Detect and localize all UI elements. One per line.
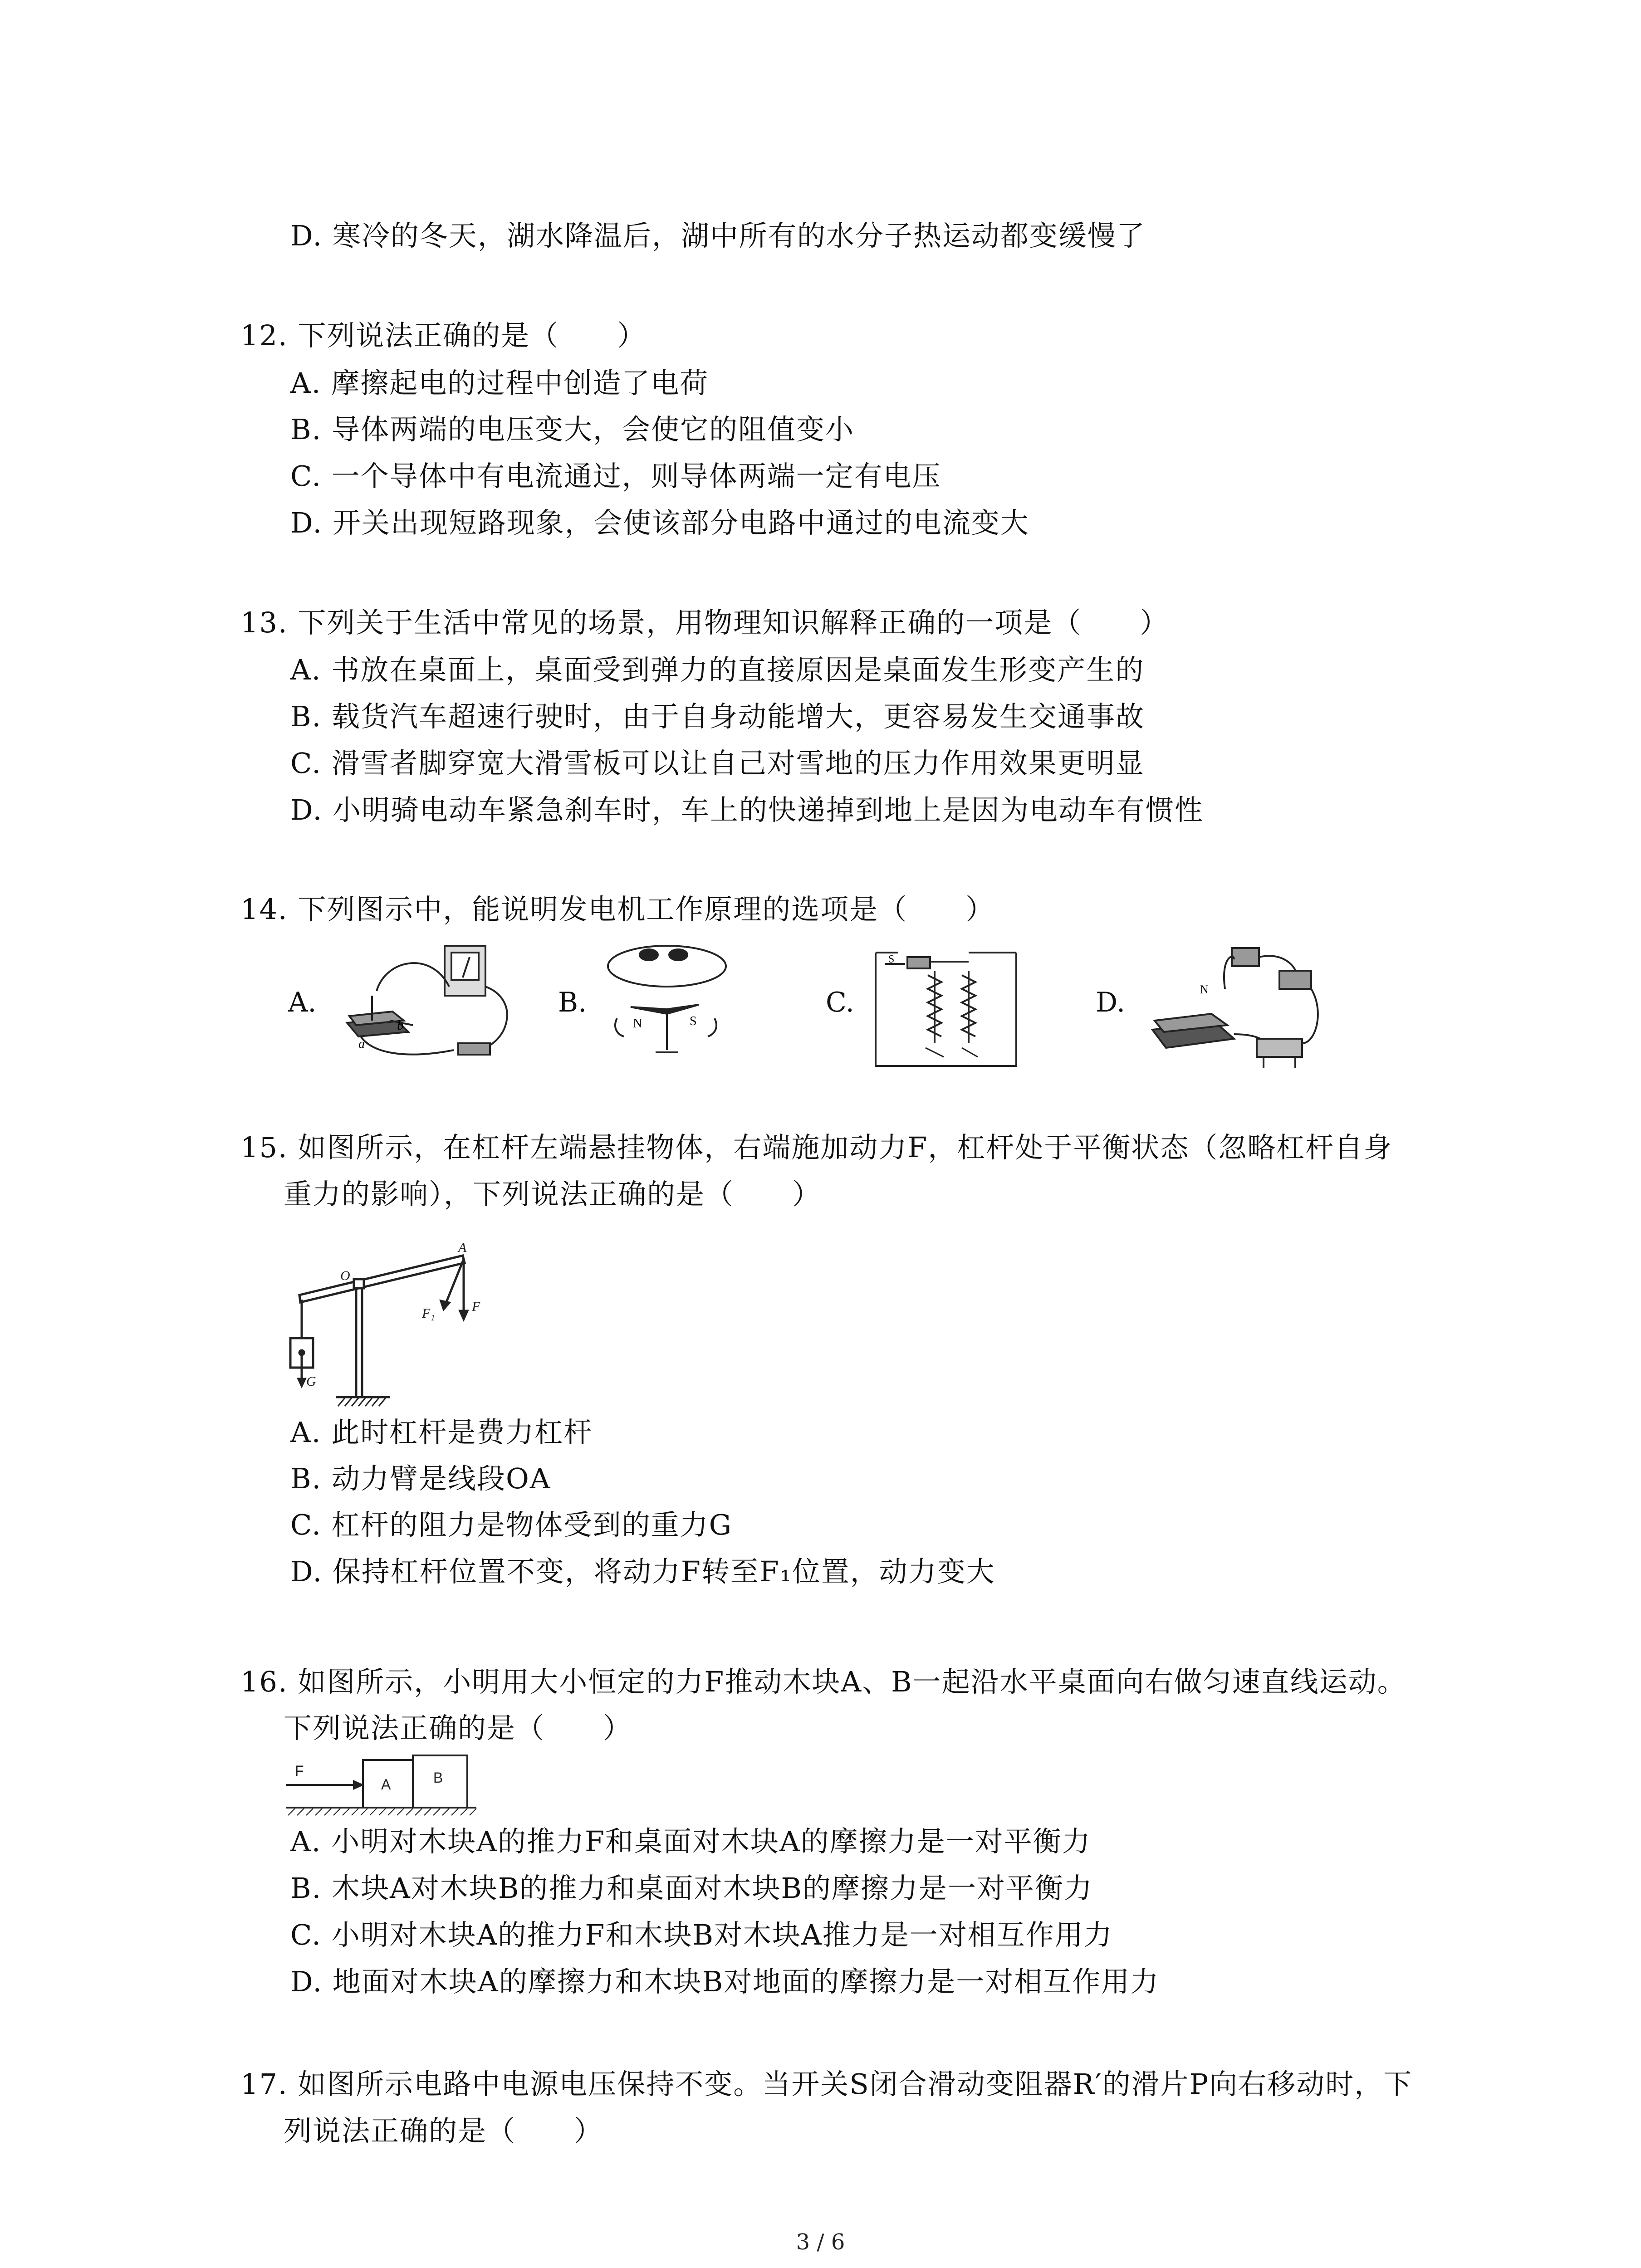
q13-option-b: B. 载货汽车超速行驶时，由于自身动能增大，更容易发生交通事故 [290,700,1145,733]
q14-figure-d [1143,943,1334,1070]
q15-option-b: B. 动力臂是线段OA [290,1462,551,1495]
q12-option-d: D. 开关出现短路现象，会使该部分电路中通过的电流变大 [290,506,1029,539]
q15-stem-line1: 15. 如图所示，在杠杆左端悬挂物体，右端施加动力F，杠杆处于平衡状态（忽略杠杆自身 [240,1131,1393,1164]
q16-option-b: B. 木块A对木块B的推力和桌面对木块B的摩擦力是一对平衡力 [290,1872,1093,1905]
q14-figure-a [340,941,531,1064]
q16-option-c: C. 小明对木块A的推力F和木块B对木块A推力是一对相互作用力 [290,1918,1113,1951]
q15-label-f: F [472,1299,480,1314]
q15-option-d: D. 保持杠杆位置不变，将动力F转至F₁位置，动力变大 [290,1555,995,1588]
q14-figa-label-b: b [397,1018,404,1033]
q16-option-d: D. 地面对木块A的摩擦力和木块B对地面的摩擦力是一对相互作用力 [290,1965,1160,1998]
q14-label-b: B. [558,987,587,1018]
q14-label-c: C. [826,987,854,1018]
q15-stem-line2: 重力的影响），下列说法正确的是（ ） [284,1178,822,1211]
q16-label-a: A [381,1776,391,1793]
q15-label-g: G [306,1374,316,1389]
q13-option-c: C. 滑雪者脚穿宽大滑雪板可以让自己对雪地的压力作用效果更明显 [290,747,1145,780]
q14-label-d: D. [1096,987,1126,1018]
q14-figb-label-n: N [633,1017,642,1031]
q12-option-b: B. 导体两端的电压变大，会使它的阻值变小 [290,413,854,446]
q14-figure-b [599,939,735,1066]
q12-option-c: C. 一个导体中有电流通过，则导体两端一定有电压 [290,459,941,493]
q11-option-d: D. 寒冷的冬天，湖水降温后，湖中所有的水分子热运动都变缓慢了 [290,219,1146,252]
q14-label-a: A. [288,987,317,1018]
q14-figure-c [871,939,1025,1075]
q15-lever-figure [272,1216,508,1415]
q14-figa-label-a: a [358,1037,365,1051]
q14-figd-label-n: N [1200,983,1209,996]
q12-option-a: A. 摩擦起电的过程中创造了电荷 [290,367,709,400]
q15-label-o: O [340,1268,350,1283]
q13-option-a: A. 书放在桌面上，桌面受到弹力的直接原因是桌面发生形变产生的 [290,653,1145,686]
q15-option-c: C. 杠杆的阻力是物体受到的重力G [290,1508,733,1541]
q16-label-b: B [433,1769,443,1786]
q15-option-a: A. 此时杠杆是费力杠杆 [290,1416,593,1449]
q16-option-a: A. 小明对木块A的推力F和桌面对木块A的摩擦力是一对平衡力 [290,1825,1091,1858]
q15-label-a: A [458,1240,467,1255]
page-number: 3 / 6 [796,2229,845,2255]
q14-figc-label-s: S [888,953,895,965]
q15-label-f1: F₁ [422,1306,435,1321]
q16-stem-line2: 下列说法正确的是（ ） [284,1711,632,1745]
q12-stem: 12. 下列说法正确的是（ ） [240,319,647,352]
q16-blocks-figure [281,1751,481,1819]
q13-option-d: D. 小明骑电动车紧急刹车时，车上的快递掉到地上是因为电动车有惯性 [290,793,1204,826]
q13-stem: 13. 下列关于生活中常见的场景，用物理知识解释正确的一项是（ ） [240,606,1169,639]
q17-stem-line1: 17. 如图所示电路中电源电压保持不变。当开关S闭合滑动变阻器R′的滑片P向右移动时，下 [240,2068,1413,2101]
q14-stem: 14. 下列图示中，能说明发电机工作原理的选项是（ ） [240,893,995,926]
q16-stem-line1: 16. 如图所示，小明用大小恒定的力F推动木块A、B一起沿水平桌面向右做匀速直线运动。 [240,1665,1406,1698]
q16-label-f: F [295,1763,304,1779]
q17-stem-line2: 列说法正确的是（ ） [284,2114,603,2147]
q14-figb-label-s: S [690,1014,697,1028]
